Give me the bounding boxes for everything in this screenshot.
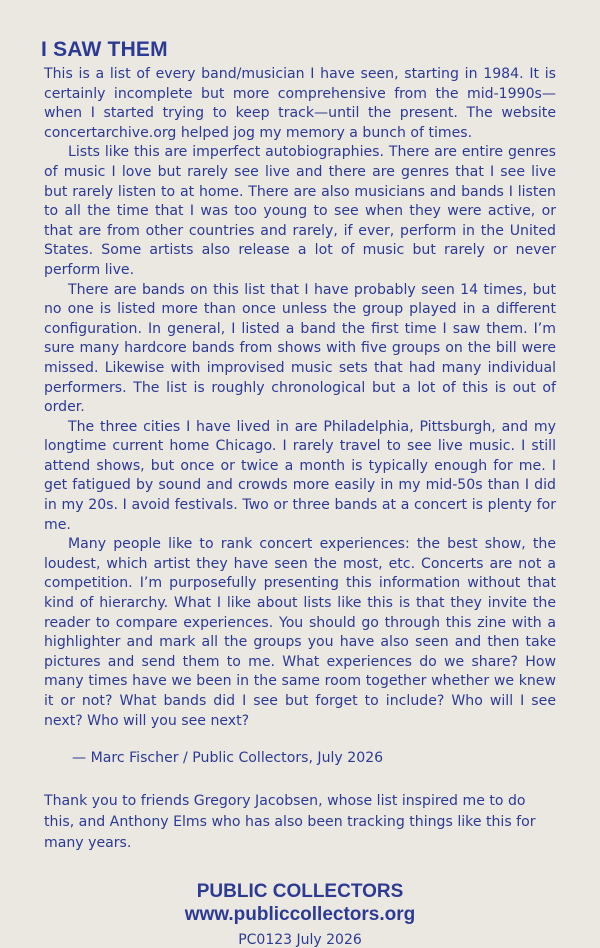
publisher-url: www.publiccollectors.org: [184, 903, 416, 925]
paragraph-1: This is a list of every band/musician I have seen, starting in 1984. It is certainly incomplete but more comprehensive from the mid-1990s—when I started trying to keep track—until the present. The website concertarchive.org helped jog my memory a bunch of times.: [44, 66, 556, 141]
publisher-footer: [44, 880, 556, 948]
paragraph-5: Many people like to rank concert experiences: the best show, the loudest, which artist they have seen the most, etc. Concerts are not a competition. I’m purposefully presenting this information without that kind of hierarchy. What I like about lists like this is that they invite the reader to compare experiences. You should go through this zine with a highlighter and mark all the groups you have also seen and then take pictures and send them to me. What experiences do we share? How many times have we been in the same room together whether we knew it or not? What bands did I see but forget to include? Who will I see next? Who will you see next?: [44, 536, 556, 729]
publisher-name: PUBLIC COLLECTORS: [196, 880, 404, 902]
paragraph-2: Lists like this are imperfect autobiographies. There are entire genres of music I love but rarely see live and there are genres that I see live but rarely listen to at home. There are also musicians and bands I listen to all the time that I was too young to see when they were active, or that are from other countries and rarely, if ever, perform in the United States. Some artists also release a lot of music but rarely or never perform live.: [44, 144, 556, 278]
paragraph-4: The three cities I have lived in are Philadelphia, Pittsburgh, and my longtime current home Chicago. I rarely travel to see live music. I still attend shows, but once or twice a month is typically enough for me. I get fatigued by sound and crowds more easily in my mid-50s than I did in my 20s. I avoid festivals. Two or three bands at a concert is plenty for me.: [44, 418, 556, 533]
acknowledgements: Thank you to friends Gregory Jacobsen, whose list inspired me to do this, and Anthony Elms who has also been tracking things like this for many years.: [44, 792, 536, 851]
paragraph-3: There are bands on this list that I have probably seen 14 times, but no one is listed more than once unless the group played in a different configuration. In general, I listed a band the first time I saw them. I’m sure many hardcore bands from shows with five groups on the bill were missed. Likewise with improvised music sets that had many individual performers. The list is roughly chronological but a lot of this is out of order.: [44, 281, 556, 416]
page-title: I SAW THEM: [41, 38, 168, 61]
publication-code: PC0123 July 2026: [238, 931, 362, 948]
signature: — Marc Fischer / Public Collectors, July 2026: [72, 750, 384, 767]
intro-text: [44, 65, 556, 731]
